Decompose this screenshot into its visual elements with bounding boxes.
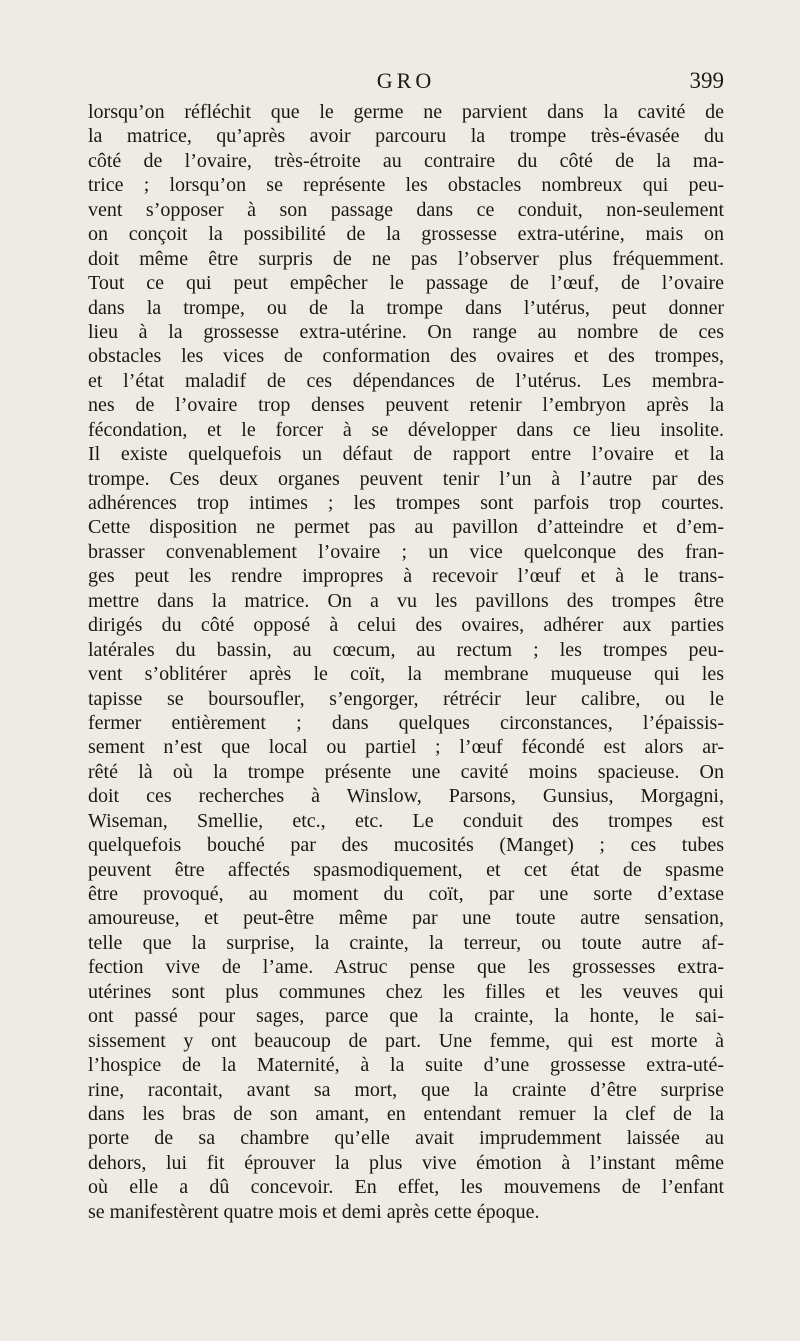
text-line: telle que la surprise, la crainte, la terreur, ou toute autre af-	[88, 931, 724, 954]
text-line: Tout ce qui peut empêcher le passage de l’œuf, de l’ovaire	[88, 272, 724, 295]
text-line: ont passé pour sages, parce que la crainte, la honte, le sai-	[88, 1005, 724, 1028]
text-line: porte de sa chambre qu’elle avait imprudemment laissée au	[88, 1127, 724, 1150]
text-line: rêté là où la trompe présente une cavité moins spacieuse. On	[88, 760, 724, 783]
text-line: lieu à la grossesse extra-utérine. On range au nombre de ces	[88, 320, 724, 343]
text-line: fection vive de l’ame. Astruc pense que les grossesses extra-	[88, 956, 724, 979]
text-line: doit même être surpris de ne pas l’observer plus fréquemment.	[88, 247, 724, 270]
page-number: 399	[689, 68, 724, 93]
running-head: GRO	[376, 68, 436, 93]
text-line: lorsqu’on réfléchit que le germe ne parvient dans la cavité de	[88, 101, 724, 123]
text-line: côté de l’ovaire, très-étroite au contraire du côté de la ma-	[88, 149, 724, 172]
text-line: obstacles les vices de conformation des ovaires et des trompes,	[88, 345, 724, 368]
text-line: on conçoit la possibilité de la grossesse extra-utérine, mais on	[88, 223, 724, 246]
text-line: trompe. Ces deux organes peuvent tenir l’un à l’autre par des	[88, 467, 724, 490]
text-line: peuvent être affectés spasmodiquement, et cet état de spasme	[88, 858, 724, 881]
text-line: Cette disposition ne permet pas au pavillon d’atteindre et d’em-	[88, 516, 724, 539]
text-line: se manifestèrent quatre mois et demi après cette époque.	[88, 1200, 540, 1223]
text-line: latérales du bassin, au cœcum, au rectum ; les trompes peu-	[88, 638, 724, 661]
text-line: tapisse se boursoufler, s’engorger, rétrécir leur calibre, ou le	[88, 687, 724, 710]
text-line: mettre dans la matrice. On a vu les pavillons des trompes être	[88, 589, 724, 612]
text-line: fécondation, et le forcer à se développer dans ce lieu insolite.	[88, 418, 724, 441]
text-line: dans la trompe, ou de la trompe dans l’utérus, peut donner	[88, 296, 724, 319]
text-line: quelquefois bouché par des mucosités (Manget) ; ces tubes	[88, 834, 724, 857]
text-line: dirigés du côté opposé à celui des ovaires, adhérer aux parties	[88, 614, 724, 637]
text-line: l’hospice de la Maternité, à la suite d’une grossesse extra-uté-	[88, 1054, 724, 1077]
text-line: doit ces recherches à Winslow, Parsons, Gunsius, Morgagni,	[88, 785, 724, 808]
text-line: vent s’opposer à son passage dans ce conduit, non-seulement	[88, 198, 724, 221]
text-line: utérines sont plus communes chez les filles et les veuves qui	[88, 980, 724, 1003]
text-line: dans les bras de son amant, en entendant remuer la clef de la	[88, 1102, 724, 1125]
text-line: vent s’oblitérer après le coït, la membrane muqueuse qui les	[88, 663, 724, 686]
text-line: adhérences trop intimes ; les trompes sont parfois trop courtes.	[88, 492, 724, 514]
text-line: sement n’est que local ou partiel ; l’œuf fécondé est alors ar-	[88, 736, 724, 759]
page-header	[88, 68, 724, 102]
text-line: trice ; lorsqu’on se représente les obstacles nombreux qui peu-	[88, 174, 724, 197]
text-line: être provoqué, au moment du coït, par une sorte d’extase	[88, 883, 724, 905]
text-line: sissement y ont beaucoup de part. Une femme, qui est morte à	[88, 1029, 724, 1052]
text-line: amoureuse, et peut-être même par une toute autre sensation,	[88, 907, 724, 930]
text-line: rine, racontait, avant sa mort, que la crainte d’être surprise	[88, 1078, 724, 1101]
text-line: la matrice, qu’après avoir parcouru la trompe très-évasée du	[88, 125, 724, 148]
text-line: et l’état maladif de ces dépendances de l’utérus. Les membra-	[88, 369, 724, 392]
text-line: dehors, lui fit éprouver la plus vive émotion à l’instant même	[88, 1151, 724, 1174]
text-line: Il existe quelquefois un défaut de rapport entre l’ovaire et la	[88, 443, 724, 466]
text-line: où elle a dû concevoir. En effet, les mouvemens de l’enfant	[88, 1176, 724, 1199]
text-line: fermer entièrement ; dans quelques circonstances, l’épaissis-	[88, 711, 724, 734]
text-line: brasser convenablement l’ovaire ; un vice quelconque des fran-	[88, 540, 724, 563]
text-line: Wiseman, Smellie, etc., etc. Le conduit des trompes est	[88, 809, 724, 832]
text-line: ges peut les rendre impropres à recevoir l’œuf et à le trans-	[88, 565, 724, 588]
body-text	[88, 100, 724, 1224]
text-line: nes de l’ovaire trop denses peuvent retenir l’embryon après la	[88, 394, 724, 417]
